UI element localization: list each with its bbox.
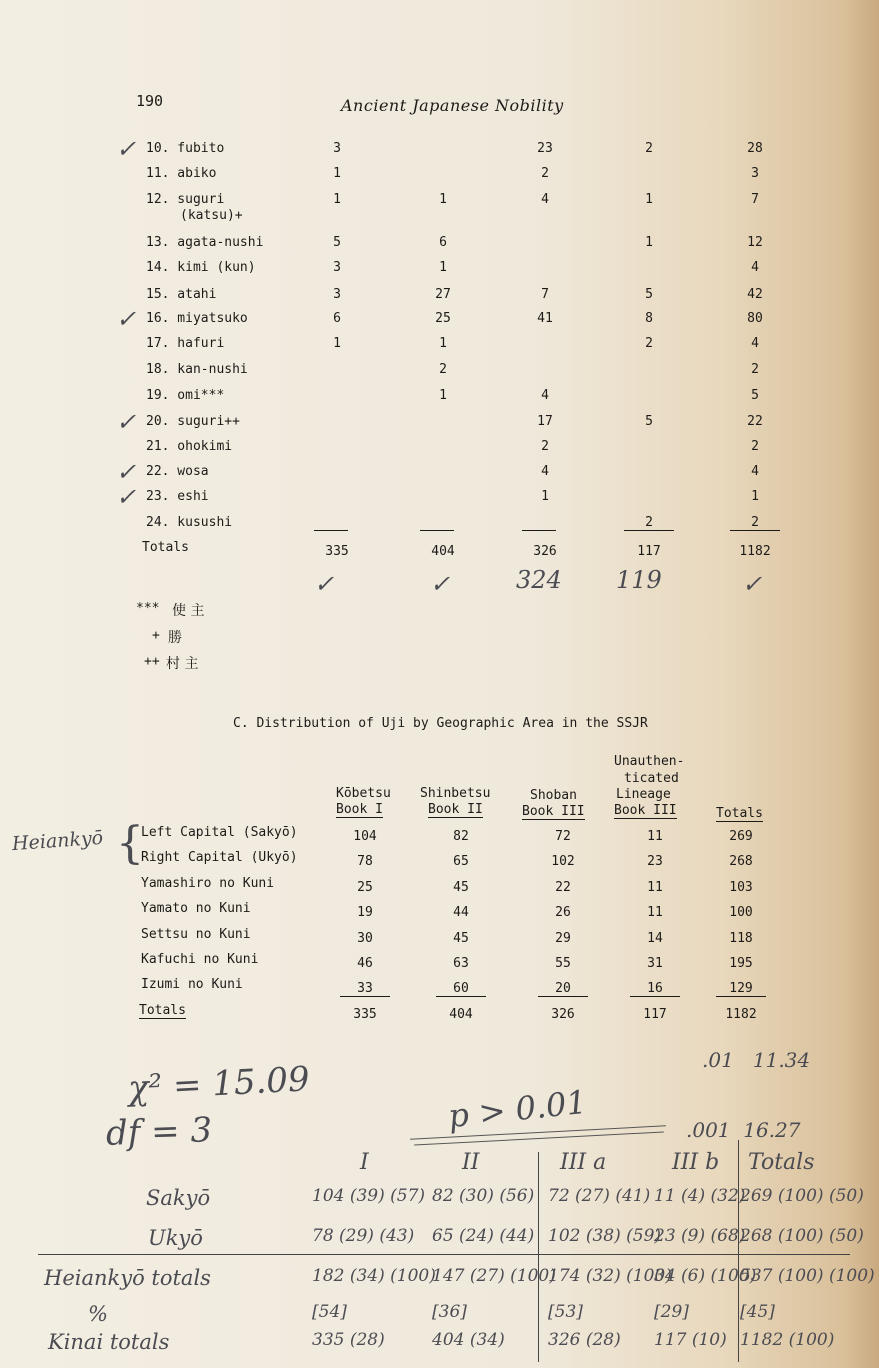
- table-cell: 1: [645, 235, 653, 250]
- col-header: Book II: [428, 802, 483, 817]
- totals-cell: 326: [533, 544, 557, 559]
- grid-line: [38, 1254, 850, 1255]
- row-label: 13. agata-nushi: [146, 235, 264, 250]
- table-cell: 7: [751, 192, 759, 207]
- table-cell: 30: [357, 931, 373, 946]
- row-label: Right Capital (Ukyō): [141, 850, 298, 865]
- table-cell: 28: [747, 141, 763, 156]
- row-label: 16. miyatsuko: [146, 311, 248, 326]
- table-cell: 2: [645, 336, 653, 351]
- sum-rule: [522, 530, 556, 531]
- row-label: 17. hafuri: [146, 336, 225, 351]
- col-header: Lineage: [616, 787, 671, 802]
- grid-cell: 268 (100) (50): [740, 1226, 864, 1246]
- grid-cell: 82 (30) (56): [432, 1186, 535, 1206]
- grid-header: Totals: [748, 1150, 815, 1175]
- grid-cell: [54]: [312, 1302, 347, 1322]
- table-cell: 60: [436, 981, 486, 997]
- chi-square-note: χ² = 15.09: [127, 1059, 311, 1109]
- col-header: Totals: [716, 806, 763, 821]
- grid-cell: 182 (34) (100): [312, 1266, 436, 1286]
- table-cell: 17: [537, 414, 553, 429]
- table-cell: 4: [541, 192, 549, 207]
- table-cell: 27: [435, 287, 451, 302]
- table-cell: 6: [333, 311, 341, 326]
- pencil-correction: 119: [616, 566, 662, 594]
- col-header: Book III: [614, 803, 677, 818]
- pencil-correction: 324: [516, 566, 562, 594]
- table-cell: 63: [453, 956, 469, 971]
- table-cell: 12: [747, 235, 763, 250]
- table-cell: 11: [647, 905, 663, 920]
- table-cell: 82: [453, 829, 469, 844]
- grid-row-label: %: [88, 1302, 108, 1326]
- table-cell: 46: [357, 956, 373, 971]
- table-cell: 2: [730, 515, 780, 531]
- totals-cell: 117: [637, 544, 661, 559]
- grid-cell: 147 (27) (100): [432, 1266, 556, 1286]
- footnote-kanji: 使 主: [172, 603, 205, 619]
- grid-cell: 23 (9) (68): [654, 1226, 746, 1246]
- row-label: Kafuchi no Kuni: [141, 952, 259, 967]
- table-cell: 19: [357, 905, 373, 920]
- row-label: 12. suguri: [146, 192, 225, 207]
- totals-label: Totals: [142, 540, 189, 555]
- grid-cell: 104 (39) (57): [312, 1186, 426, 1206]
- row-label: 14. kimi (kun): [146, 260, 256, 275]
- footnote-mark: ++: [144, 654, 160, 669]
- grid-cell: 326 (28): [548, 1330, 621, 1350]
- row-label: 21. ohokimi: [146, 439, 233, 454]
- grid-cell: 11 (4) (32): [654, 1186, 746, 1206]
- totals-cell: 326: [551, 1007, 575, 1022]
- table-cell: 195: [729, 956, 753, 971]
- table-cell: 1: [645, 192, 653, 207]
- table-cell: 2: [541, 439, 549, 454]
- table-cell: 33: [340, 981, 390, 997]
- row-label: Yamashiro no Kuni: [141, 876, 275, 891]
- table-cell: 2: [439, 362, 447, 377]
- check-mark-icon: ✓: [116, 135, 137, 163]
- grid-row-label: Kinai totals: [48, 1330, 170, 1354]
- table-cell: 3: [333, 260, 341, 275]
- df-note: df = 3: [105, 1110, 213, 1154]
- table-cell: 2: [541, 166, 549, 181]
- grid-cell: 335 (28): [312, 1330, 385, 1350]
- table-cell: 103: [729, 880, 753, 895]
- table-cell: 102: [551, 854, 575, 869]
- check-mark-icon: ✓: [742, 570, 763, 598]
- table-cell: 26: [555, 905, 571, 920]
- table-cell: 22: [555, 880, 571, 895]
- table-cell: 23: [647, 854, 663, 869]
- sum-rule: [420, 530, 454, 531]
- table-cell: 41: [537, 311, 553, 326]
- table-cell: 42: [747, 287, 763, 302]
- table-cell: 55: [555, 956, 571, 971]
- table-cell: 5: [751, 388, 759, 403]
- table-cell: 20: [538, 981, 588, 997]
- table-cell: 22: [747, 414, 763, 429]
- table-cell: 14: [647, 931, 663, 946]
- critical-value-note: .01 11.34: [702, 1048, 811, 1072]
- table-cell: 11: [647, 880, 663, 895]
- table-cell: 16: [630, 981, 680, 997]
- row-label: Izumi no Kuni: [141, 977, 243, 992]
- table-cell: 1: [333, 192, 341, 207]
- check-mark-icon: ✓: [116, 483, 137, 511]
- table-cell: 11: [647, 829, 663, 844]
- margin-note: Heiankyō: [11, 826, 104, 856]
- table-cell: 80: [747, 311, 763, 326]
- totals-cell: 1182: [739, 544, 771, 559]
- table-cell: 5: [645, 287, 653, 302]
- table-cell: 44: [453, 905, 469, 920]
- grid-cell: 65 (24) (44): [432, 1226, 535, 1246]
- check-mark-icon: ✓: [314, 570, 335, 598]
- table-cell: 3: [751, 166, 759, 181]
- row-sublabel: (katsu)+: [180, 208, 243, 223]
- grid-cell: [36]: [432, 1302, 467, 1322]
- table-cell: 5: [333, 235, 341, 250]
- table-cell: 2: [645, 141, 653, 156]
- grid-cell: 269 (100) (50): [740, 1186, 864, 1206]
- grid-cell: 34 (6) (100): [654, 1266, 757, 1286]
- grid-cell: 174 (32) (100): [548, 1266, 672, 1286]
- row-label: 11. abiko: [146, 166, 217, 181]
- row-label: 22. wosa: [146, 464, 209, 479]
- footnote-kanji: 村 主: [166, 656, 199, 672]
- table-cell: 1: [439, 260, 447, 275]
- grid-header: I: [360, 1150, 369, 1175]
- totals-cell: 1182: [725, 1007, 757, 1022]
- grid-header: II: [462, 1150, 480, 1175]
- grid-line: [738, 1140, 739, 1362]
- table-cell: 4: [541, 464, 549, 479]
- col-header: Kōbetsu: [336, 786, 391, 801]
- check-mark-icon: ✓: [116, 408, 137, 436]
- grid-header: III b: [672, 1150, 720, 1175]
- table-cell: 129: [716, 981, 766, 997]
- table-cell: 100: [729, 905, 753, 920]
- check-mark-icon: ✓: [116, 305, 137, 333]
- col-header: Book I: [336, 802, 383, 817]
- table-cell: 2: [624, 515, 674, 531]
- critical-value-note: .001 16.27: [686, 1118, 801, 1142]
- row-label: 20. suguri++: [146, 414, 240, 429]
- table-cell: 269: [729, 829, 753, 844]
- grid-cell: 72 (27) (41): [548, 1186, 651, 1206]
- row-label: Settsu no Kuni: [141, 927, 251, 942]
- table-cell: 25: [357, 880, 373, 895]
- grid-row-label: Sakyō: [146, 1186, 211, 1210]
- table-cell: 1: [439, 192, 447, 207]
- table-cell: 72: [555, 829, 571, 844]
- row-label: Yamato no Kuni: [141, 901, 251, 916]
- table-cell: 1: [333, 166, 341, 181]
- grid-cell: 117 (10): [654, 1330, 727, 1350]
- table-cell: 104: [353, 829, 377, 844]
- page-number: 190: [136, 92, 164, 110]
- table-cell: 29: [555, 931, 571, 946]
- row-label: 18. kan-nushi: [146, 362, 248, 377]
- col-header: Unauthen-: [614, 754, 685, 769]
- grid-cell: 537 (100) (100): [740, 1266, 875, 1286]
- table-cell: 65: [453, 854, 469, 869]
- footnote-kanji: 勝: [168, 630, 182, 646]
- totals-cell: 404: [449, 1007, 473, 1022]
- totals-cell: 335: [325, 544, 349, 559]
- table-cell: 3: [333, 287, 341, 302]
- grid-cell: 404 (34): [432, 1330, 505, 1350]
- table-cell: 31: [647, 956, 663, 971]
- p-value-note: p > 0.01: [446, 1082, 589, 1136]
- table-cell: 4: [751, 260, 759, 275]
- table-cell: 25: [435, 311, 451, 326]
- col-header: Shinbetsu: [420, 786, 491, 801]
- table-cell: 4: [751, 464, 759, 479]
- grid-cell: [29]: [654, 1302, 689, 1322]
- table-cell: 3: [333, 141, 341, 156]
- grid-header: III a: [560, 1150, 607, 1175]
- table-cell: 268: [729, 854, 753, 869]
- grid-cell: 1182 (100): [740, 1330, 835, 1350]
- table-cell: 2: [751, 362, 759, 377]
- running-title: Ancient Japanese Nobility: [341, 96, 564, 115]
- col-header: Book III: [522, 804, 585, 819]
- table-cell: 2: [751, 439, 759, 454]
- check-mark-icon: ✓: [116, 458, 137, 486]
- totals-cell: 117: [643, 1007, 667, 1022]
- table-cell: 1: [333, 336, 341, 351]
- table-cell: 45: [453, 931, 469, 946]
- table-cell: 8: [645, 311, 653, 326]
- row-label: 10. fubito: [146, 141, 225, 156]
- row-label: 19. omi***: [146, 388, 225, 403]
- table-cell: 6: [439, 235, 447, 250]
- table-cell: 1: [439, 336, 447, 351]
- row-label: 15. atahi: [146, 287, 217, 302]
- table-cell: 1: [439, 388, 447, 403]
- table-cell: 4: [751, 336, 759, 351]
- table-cell: 4: [541, 388, 549, 403]
- table-cell: 45: [453, 880, 469, 895]
- grid-cell: [45]: [740, 1302, 775, 1322]
- col-header: Shoban: [530, 788, 577, 803]
- table-cell: 23: [537, 141, 553, 156]
- table-cell: 78: [357, 854, 373, 869]
- totals-cell: 335: [353, 1007, 377, 1022]
- table-cell: 7: [541, 287, 549, 302]
- check-mark-icon: ✓: [430, 570, 451, 598]
- table-cell: 5: [645, 414, 653, 429]
- table-cell: 1: [541, 489, 549, 504]
- table-cell: 1: [751, 489, 759, 504]
- row-label: 23. eshi: [146, 489, 209, 504]
- sum-rule: [314, 530, 348, 531]
- row-label: Left Capital (Sakyō): [141, 825, 298, 840]
- table-cell: 118: [729, 931, 753, 946]
- grid-cell: [53]: [548, 1302, 583, 1322]
- footnote-mark: ***: [136, 601, 160, 616]
- totals-label: Totals: [139, 1003, 186, 1018]
- table-c-title: C. Distribution of Uji by Geographic Area in the SSJR: [233, 716, 648, 731]
- grid-cell: 102 (38) (59): [548, 1226, 662, 1246]
- grid-row-label: Ukyō: [148, 1226, 203, 1250]
- col-header: ticated: [624, 771, 679, 786]
- grid-line: [538, 1152, 539, 1362]
- row-label: 24. kusushi: [146, 515, 233, 530]
- totals-cell: 404: [431, 544, 455, 559]
- footnote-mark: +: [152, 628, 160, 643]
- brace-icon: {: [116, 818, 144, 869]
- grid-row-label: Heiankyō totals: [44, 1266, 211, 1290]
- grid-cell: 78 (29) (43): [312, 1226, 415, 1246]
